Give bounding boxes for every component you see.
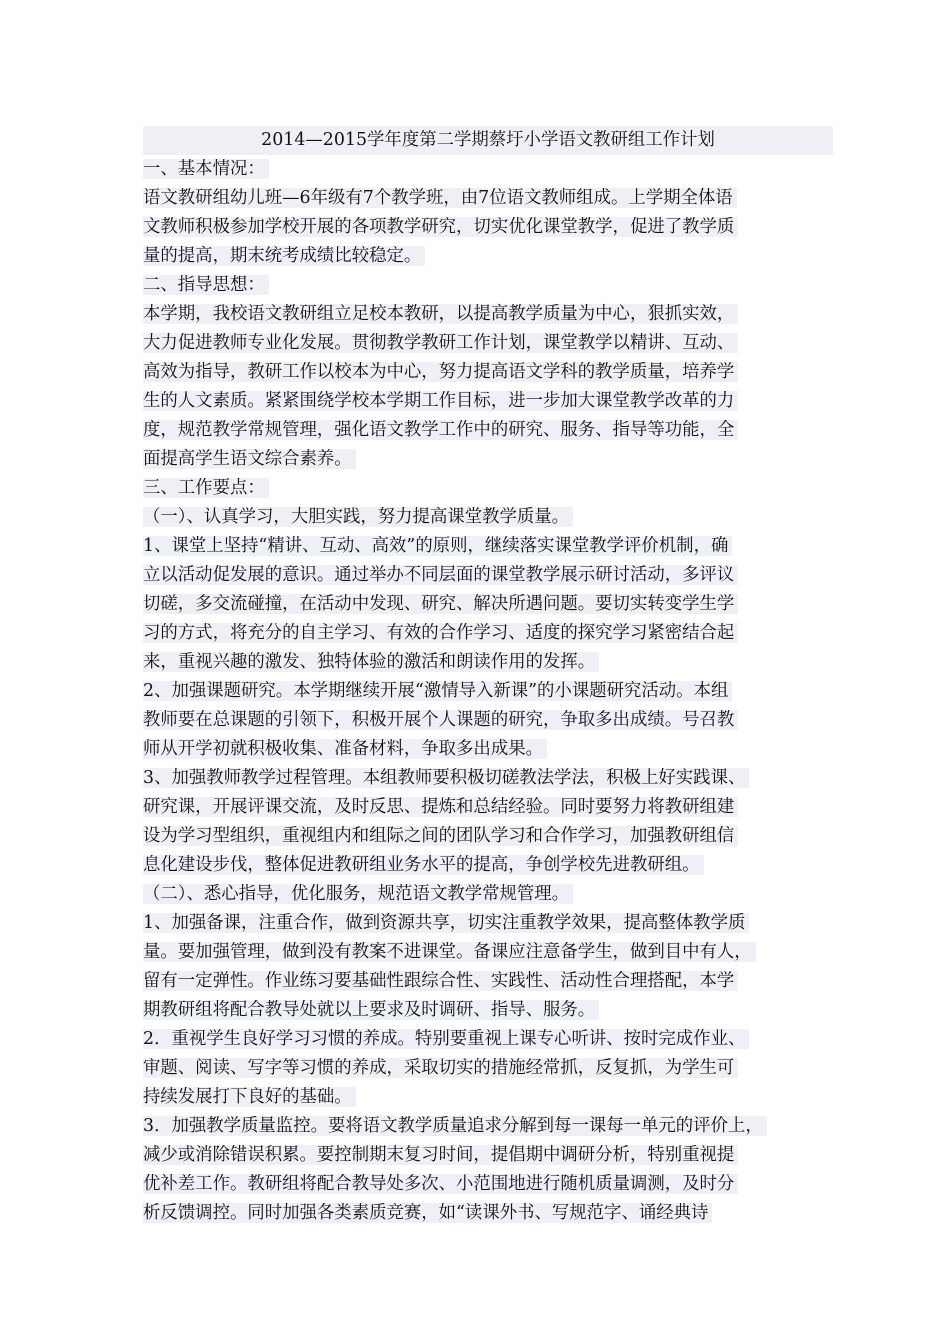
paragraph-text: 高效为指导，教研工作以校本为中心，努力提高语文学科的教学质量，培养学 bbox=[143, 362, 738, 382]
paragraph-text: 文教师积极参加学校开展的各项教学研究，切实优化课堂教学，促进了教学质 bbox=[143, 217, 738, 237]
document-title-line bbox=[143, 126, 833, 155]
text-line bbox=[143, 155, 833, 184]
paragraph-text: 师从开学初就积极收集、准备材料，争取多出成果。 bbox=[143, 739, 547, 759]
paragraph-text: 研究课，开展评课交流，及时反思、提炼和总结经验。同时要努力将教研组建 bbox=[143, 797, 738, 817]
text-line bbox=[143, 1112, 833, 1141]
paragraph-text: 立以活动促发展的意识。通过举办不同层面的课堂教学展示研讨活动，多评议 bbox=[143, 565, 738, 585]
text-line bbox=[143, 851, 833, 880]
subsection-heading-2: （二）、悉心指导，优化服务，规范语文教学常规管理。 bbox=[143, 884, 573, 904]
section-heading-guiding: 二、指导思想： bbox=[143, 275, 269, 295]
paragraph-text: 期教研组将配合教导处就以上要求及时调研、指导、服务。 bbox=[143, 1000, 599, 1020]
paragraph-text: 面提高学生语文综合素养。 bbox=[143, 449, 356, 469]
text-line bbox=[143, 1083, 833, 1112]
text-line bbox=[143, 271, 833, 300]
paragraph-text: 3、加强教师教学过程管理。本组教师要积极切磋教法学法，积极上好实践课、 bbox=[143, 768, 749, 788]
text-line bbox=[143, 445, 833, 474]
text-line bbox=[143, 213, 833, 242]
text-line bbox=[143, 503, 833, 532]
text-line bbox=[143, 735, 833, 764]
text-line bbox=[143, 996, 833, 1025]
document-body bbox=[143, 126, 833, 1228]
paragraph-text: 审题、阅读、写字等习惯的养成，采取切实的措施经常抓，反复抓，为学生可 bbox=[143, 1058, 738, 1078]
paragraph-text: 息化建设步伐，整体促进教研组业务水平的提高，争创学校先进教研组。 bbox=[143, 855, 704, 875]
text-line bbox=[143, 242, 833, 271]
text-line bbox=[143, 590, 833, 619]
paragraph-text: 大力促进教师专业化发展。贯彻教学教研工作计划，课堂教学以精讲、互动、 bbox=[143, 333, 738, 353]
text-line bbox=[143, 967, 833, 996]
text-line bbox=[143, 300, 833, 329]
subsection-heading-1: （一）、认真学习，大胆实践，努力提高课堂教学质量。 bbox=[143, 507, 573, 527]
paragraph-text: 量的提高，期末统考成绩比较稳定。 bbox=[143, 246, 425, 266]
paragraph-text: 来，重视兴趣的激发、独特体验的激活和朗读作用的发挥。 bbox=[143, 652, 599, 672]
text-line bbox=[143, 532, 833, 561]
text-line bbox=[143, 184, 833, 213]
text-line bbox=[143, 1170, 833, 1199]
text-line bbox=[143, 793, 833, 822]
paragraph-text: 持续发展打下良好的基础。 bbox=[143, 1087, 356, 1107]
paragraph-text: 1、加强备课，注重合作，做到资源共享，切实注重教学效果，提高整体教学质 bbox=[143, 913, 749, 933]
paragraph-text: 习的方式，将充分的自主学习、有效的合作学习、适度的探究学习紧密结合起 bbox=[143, 623, 738, 643]
text-line bbox=[143, 822, 833, 851]
text-line bbox=[143, 619, 833, 648]
paragraph-text: 3．加强教学质量监控。要将语文教学质量追求分解到每一课每一单元的评价上， bbox=[143, 1116, 767, 1136]
paragraph-text: 减少或消除错误积累。要控制期末复习时间，提倡期中调研分析，特别重视提 bbox=[143, 1145, 738, 1165]
text-line bbox=[143, 1054, 833, 1083]
text-line bbox=[143, 329, 833, 358]
text-line bbox=[143, 677, 833, 706]
paragraph-text: 教师要在总课题的引领下，积极开展个人课题的研究，争取多出成绩。号召教 bbox=[143, 710, 738, 730]
text-line bbox=[143, 880, 833, 909]
paragraph-text: 生的人文素质。紧紧围绕学校本学期工作目标，进一步加大课堂教学改革的力 bbox=[143, 391, 738, 411]
text-line bbox=[143, 358, 833, 387]
paragraph-text: 度，规范教学常规管理，强化语文教学工作中的研究、服务、指导等功能，全 bbox=[143, 420, 738, 440]
paragraph-text: 语文教研组幼儿班—6年级有7个教学班，由7位语文教师组成。上学期全体语 bbox=[143, 188, 737, 208]
text-line bbox=[143, 387, 833, 416]
text-line bbox=[143, 909, 833, 938]
text-line bbox=[143, 938, 833, 967]
text-line bbox=[143, 1199, 833, 1228]
paragraph-text: 设为学习型组织，重视组内和组际之间的团队学习和合作学习，加强教研组信 bbox=[143, 826, 738, 846]
paragraph-text: 本学期，我校语文教研组立足校本教研，以提高教学质量为中心，狠抓实效， bbox=[143, 304, 738, 324]
paragraph-text: 量。要加强管理，做到没有教案不进课堂。备课应注意备学生，做到目中有人， bbox=[143, 942, 756, 962]
paragraph-text: 2、加强课题研究。本学期继续开展“激情导入新课”的小课题研究活动。本组 bbox=[143, 681, 732, 701]
text-line bbox=[143, 648, 833, 677]
text-line bbox=[143, 764, 833, 793]
paragraph-text: 优补差工作。教研组将配合教导处多次、小范围地进行随机质量调测，及时分 bbox=[143, 1174, 738, 1194]
text-line bbox=[143, 561, 833, 590]
text-line bbox=[143, 416, 833, 445]
paragraph-text: 切磋，多交流碰撞，在活动中发现、研究、解决所遇问题。要切实转变学生学 bbox=[143, 594, 738, 614]
section-heading-basic: 一、基本情况： bbox=[143, 159, 269, 179]
paragraph-text: 1、课堂上坚持“精讲、互动、高效”的原则，继续落实课堂教学评价机制，确 bbox=[143, 536, 732, 556]
text-line bbox=[143, 474, 833, 503]
paragraph-text: 2．重视学生良好学习习惯的养成。特别要重视上课专心听讲、按时完成作业、 bbox=[143, 1029, 749, 1049]
section-heading-key-points: 三、工作要点： bbox=[143, 478, 269, 498]
text-line bbox=[143, 706, 833, 735]
paragraph-text: 析反馈调控。同时加强各类素质竞赛，如“读课外书、写规范字、诵经典诗 bbox=[143, 1203, 712, 1223]
document-title: 2014—2015学年度第二学期蔡圩小学语文教研组工作计划 bbox=[143, 126, 833, 155]
text-line bbox=[143, 1025, 833, 1054]
paragraph-text: 留有一定弹性。作业练习要基础性跟综合性、实践性、活动性合理搭配，本学 bbox=[143, 971, 738, 991]
text-line bbox=[143, 1141, 833, 1170]
